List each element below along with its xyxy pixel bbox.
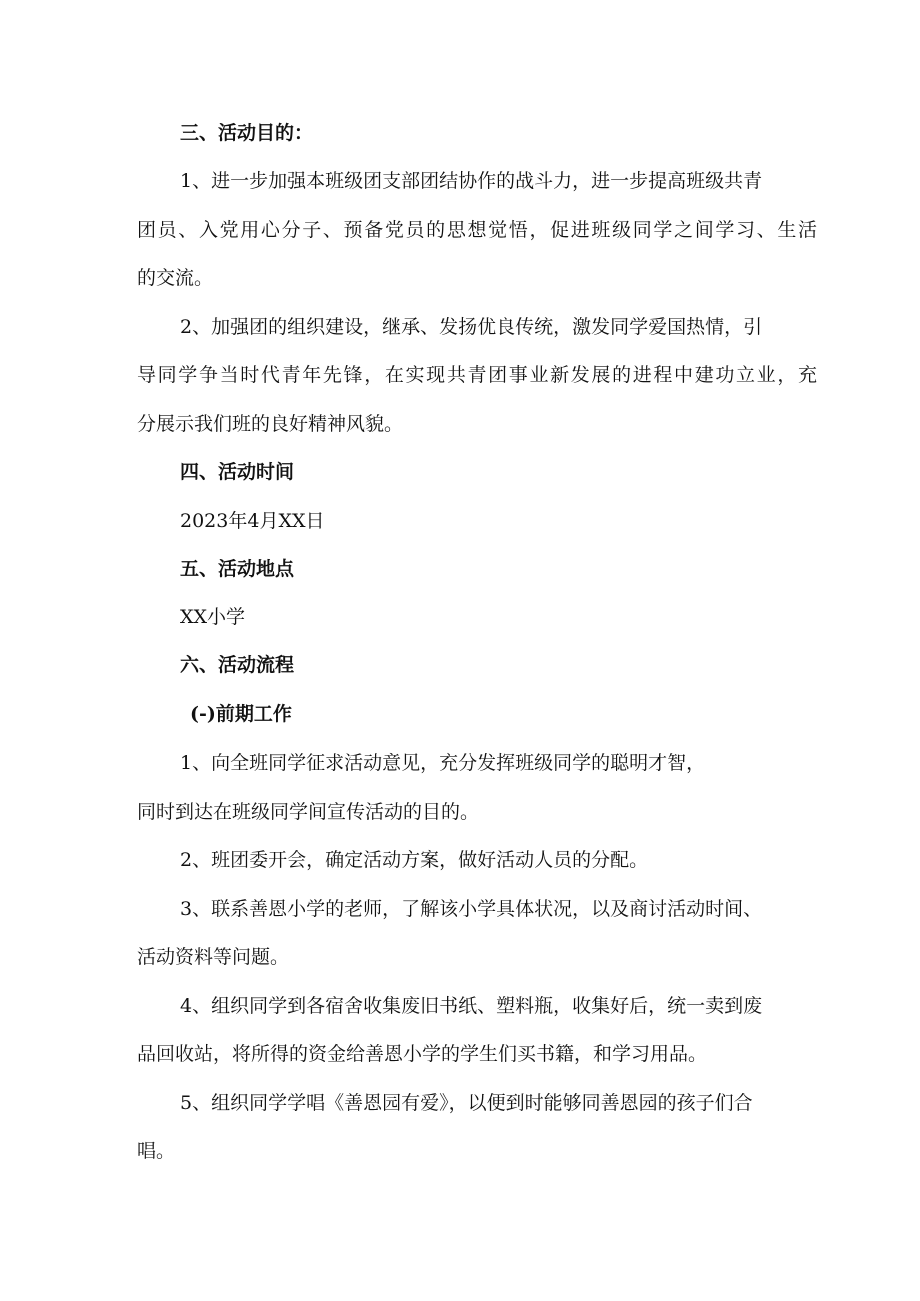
subsection-heading-preparation: (-)前期工作 — [190, 703, 292, 725]
purpose-item-2-line-3: 分展示我们班的良好精神风貌。 — [137, 413, 404, 435]
purpose-item-2-line-2: 导同学争当时代青年先锋，在实现共青团事业新发展的进程中建功立业，充 — [137, 364, 817, 386]
section-heading-purpose: 三、活动目的： — [180, 122, 314, 144]
prep-item-5-line-1: 5、组织同学学唱《善恩园有爱》，以便到时能够同善恩园的孩子们合 — [180, 1092, 753, 1114]
section-heading-process: 六、活动流程 — [180, 654, 295, 676]
purpose-item-1-line-2: 团员、入党用心分子、预备党员的思想觉悟，促进班级同学之间学习、生活 — [137, 219, 817, 241]
prep-item-1-line-1: 1、向全班同学征求活动意见，充分发挥班级同学的聪明才智， — [180, 752, 706, 774]
prep-item-4-line-1: 4、组织同学到各宿舍收集废旧书纸、塑料瓶，收集好后，统一卖到废 — [180, 995, 763, 1017]
purpose-item-1-line-3: 的交流。 — [137, 267, 214, 289]
purpose-item-1-line-1: 1、进一步加强本班级团支部团结协作的战斗力，进一步提高班级共青 — [180, 170, 763, 192]
section-heading-location: 五、活动地点 — [180, 558, 295, 580]
prep-item-1-line-2: 同时到达在班级同学间宣传活动的目的。 — [137, 801, 480, 823]
activity-location: XX小学 — [180, 606, 246, 628]
activity-date: 2023年4月XX日 — [180, 510, 325, 532]
prep-item-3-line-2: 活动资料等问题。 — [137, 946, 290, 968]
prep-item-4-line-2: 品回收站，将所得的资金给善恩小学的学生们买书籍，和学习用品。 — [137, 1043, 708, 1065]
section-heading-time: 四、活动时间 — [180, 461, 295, 483]
prep-item-5-line-2: 唱。 — [137, 1140, 176, 1162]
purpose-item-2-line-1: 2、加强团的组织建设，继承、发扬优良传统，激发同学爱国热情，引 — [180, 316, 763, 338]
prep-item-3-line-1: 3、联系善恩小学的老师，了解该小学具体状况，以及商讨活动时间、 — [180, 898, 763, 920]
prep-item-2-line-1: 2、班团委开会，确定活动方案，做好活动人员的分配。 — [180, 849, 649, 871]
